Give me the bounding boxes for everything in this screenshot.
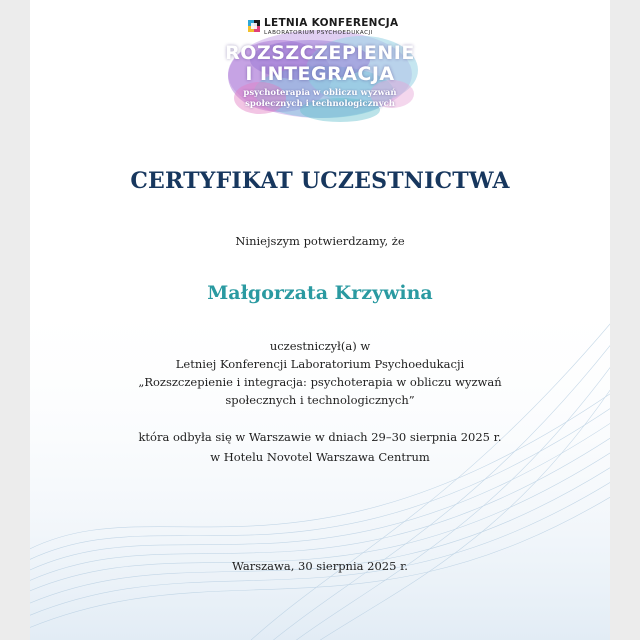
logo-title-line2: I INTEGRACJA <box>245 63 395 85</box>
event-details-line1: która odbyła się w Warszawie w dniach 29–30 sierpnia 2025 r. <box>138 430 502 444</box>
conference-logo <box>220 12 420 130</box>
participation-text: uczestniczył(a) w <box>269 339 371 353</box>
conference-title-line2: społecznych i technologicznych” <box>225 393 415 407</box>
logo-mark-icon <box>248 20 260 32</box>
logo-kicker: LETNIA KONFERENCJA <box>264 17 399 29</box>
logo-tagline-line1: psychoterapia w obliczu wyzwań <box>243 88 397 98</box>
place-and-date: Warszawa, 30 sierpnia 2025 r. <box>232 559 408 573</box>
logo-tagline-line2: społecznych i technologicznych <box>245 99 395 109</box>
logo-title-line1: ROZSZCZEPIENIE <box>225 42 415 64</box>
logo-subtitle: LABORATORIUM PSYCHOEDUKACJI <box>264 30 373 36</box>
event-details-line2: w Hotelu Novotel Warszawa Centrum <box>210 450 430 464</box>
conference-organizer: Letniej Konferencji Laboratorium Psychoedukacji <box>175 357 465 371</box>
intro-text: Niniejszym potwierdzamy, że <box>235 234 405 248</box>
conference-title-line1: „Rozszczepienie i integracja: psychoterapia w obliczu wyzwań <box>138 375 502 389</box>
certificate-heading: CERTYFIKAT UCZESTNICTWA <box>130 168 510 194</box>
certificate-page <box>30 0 610 640</box>
recipient-name: Małgorzata Krzywina <box>207 282 433 304</box>
